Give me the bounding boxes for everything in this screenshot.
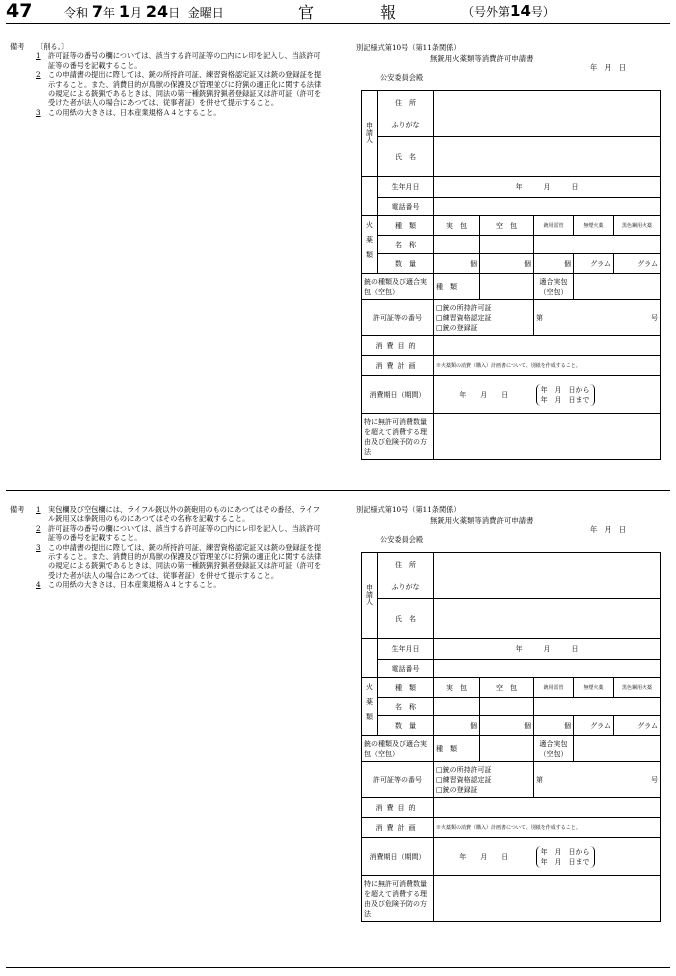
quantity-blank[interactable]: 個 [480,716,534,736]
issue-suffix: 号） [530,5,555,19]
permit-no-label: 許可証等の番号 [362,300,434,336]
explosives-label: 火薬類 [362,678,378,736]
plan-label: 消費計画 [362,818,434,838]
black-powder-label: 黒色鋼用火薬 [614,678,661,698]
period-label: 消費期日（期間） [362,838,434,876]
quantity-gunpowder[interactable]: グラム [574,716,614,736]
quantity-black[interactable]: グラム [614,254,661,274]
gun-kind-field[interactable] [480,274,534,300]
purpose-field[interactable] [434,336,661,356]
note-item [10,524,322,543]
notes-section-2 [10,505,322,590]
phone-field[interactable] [434,660,661,678]
note-item [10,580,322,589]
permit-options[interactable] [434,762,534,798]
permit-go[interactable]: 号 [574,762,661,798]
address-label: 住 所 [378,91,434,115]
issue-date [64,2,224,21]
permit-dai: 第 [534,300,574,336]
period-to: 年 月 日まで [540,395,590,404]
permit-option[interactable]: □銃の登録証 [436,323,478,332]
live-label: 実 包 [434,678,480,698]
birthdate-label: 生年月日 [378,177,434,198]
permit-option[interactable]: □銃の登録証 [436,785,478,794]
item-name-other[interactable] [534,698,661,716]
permit-option[interactable]: □練習資格認定証 [436,313,492,322]
permit-no-label: 許可証等の番号 [362,762,434,798]
note-item [10,51,322,70]
detonator-label: 銃用雷管 [534,216,574,236]
issue-num: 14 [510,2,531,20]
note-num: 1 [36,505,41,514]
item-name-label: 名 称 [378,236,434,254]
item-name-other[interactable] [534,236,661,254]
kind-label: 種 類 [378,216,434,236]
note-item [10,505,322,524]
birthdate-label: 生年月日 [378,639,434,660]
applicant-label: 申請人 [362,91,378,177]
permit-option[interactable]: □練習資格認定証 [436,775,492,784]
fitting-label: 適合実包（空包） [534,274,574,300]
period-range[interactable] [534,838,661,876]
era: 令和 [64,6,89,20]
permit-option[interactable]: □銃の所持許可証 [436,303,492,312]
purpose-field[interactable] [434,798,661,818]
phone-label: 電話番号 [378,660,434,678]
permit-options[interactable] [434,300,534,336]
year-unit: 年 [102,6,115,20]
permit-dai: 第 [534,762,574,798]
gazette-title-2: 報 [380,3,399,22]
plan-label: 消費計画 [362,356,434,376]
phone-field[interactable] [434,198,661,216]
item-name-blank[interactable] [480,236,534,254]
item-name-live[interactable] [434,236,480,254]
address-field[interactable] [434,553,661,577]
issue-prefix: （号外第 [462,5,511,19]
header-rule [6,23,670,24]
note-text: この申請書の提出に際しては、銃の所持許可証、練習資格認定証又は銃の登録証を提示すること。また、消費目的が鳥獣の保護及び管理並びに狩猟の適正化に関する法律の規定による銃猟であるときは、同法の第一種銃猟狩猟者登録証又は許可証（許可を受けた者が法人の場合にあつては、従事者証）を併せて提示すること。 [48,70,322,108]
notes-section-1 [10,42,322,117]
quantity-live[interactable]: 個 [434,716,480,736]
phone-label: 電話番号 [378,198,434,216]
purpose-label: 消費目的 [362,798,434,818]
note-text: 許可証等の番号の欄については、該当する許可証等の□内にレ印を記入し、当該許可証等の番号を記載すること。 [48,523,321,543]
note-text: この申請書の提出に際しては、銃の所持許可証、練習資格認定証又は銃の登録証を提示すること。また、消費目的が鳥獣の保護及び管理並びに狩猟の適正化に関する法律の規定による銃猟であるときは、同法の第一種銃猟狩猟者登録証又は許可証（許可を受けた者が法人の場合にあつては、従事者証）を併せて提示すること。 [48,542,322,580]
application-form-2 [361,552,661,922]
note-text: 実包欄及び空包欄には、ライフル銃以外の銃砲用のものにあつてはその番径、ライフル銃用又は拳銃用のものにあつてはその名称を記載すること。 [48,505,320,524]
month: 1 [118,2,130,21]
note-num: 3 [36,107,41,117]
period-date[interactable]: 年 月 日 [434,838,534,876]
gun-kind-field[interactable] [480,736,534,762]
note-num: 2 [36,70,41,80]
notes-deleted: 〔削る。〕 [36,42,69,51]
permit-go[interactable]: 号 [574,300,661,336]
period-from: 年 月 日から [540,847,590,856]
furigana-field[interactable] [434,115,661,137]
address-field[interactable] [434,91,661,115]
reason-field[interactable] [434,414,661,460]
month-unit: 月 [129,6,142,20]
gun-kind-sub: 種 類 [434,736,480,762]
live-label: 実 包 [434,216,480,236]
detonator-label: 銃用雷管 [534,678,574,698]
quantity-label: 数 量 [378,716,434,736]
item-name-blank[interactable] [480,698,534,716]
note-text: この用紙の大きさは、日本産業規格Ａ４とすること。 [48,107,221,117]
plan-note[interactable]: ※火薬類の消費（購入）計画書について、別紙を作成すること。 [434,818,661,838]
period-date[interactable]: 年 月 日 [434,376,534,414]
fitting-field[interactable] [574,736,661,762]
birthdate-field[interactable]: 年 月 日 [434,177,661,198]
note-num: 3 [36,542,41,552]
period-range[interactable] [534,376,661,414]
kind-label: 種 類 [378,678,434,698]
application-form-1 [361,90,661,460]
furigana-field[interactable] [434,577,661,599]
name-field[interactable] [434,599,661,639]
name-field[interactable] [434,137,661,177]
note-item [10,70,322,108]
address-label: 住 所 [378,553,434,577]
fitting-field[interactable] [574,274,661,300]
gun-kind-sub: 種 類 [434,274,480,300]
note-text: 許可証等の番号の欄については、該当する許可証等の□内にレ印を記入し、当該許可証等の番号を記載すること。 [48,51,321,70]
applicant-label: 申請人 [362,553,378,639]
quantity-blank[interactable]: 個 [480,254,534,274]
form-style: 別記様式第10号（第11条関係） [356,505,461,514]
notes-label: 備考 [10,505,25,514]
birthdate-field[interactable]: 年 月 日 [434,639,661,660]
form-style: 別記様式第10号（第11条関係） [356,43,461,52]
note-num: 1 [36,51,41,61]
gun-kind-label: 銃の種類及び適合実包（空包） [362,274,434,300]
form-date-line: 年 月 日 [590,525,626,534]
furigana-label: ふりがな [378,115,434,137]
quantity-label: 数 量 [378,254,434,274]
furigana-label: ふりがな [378,577,434,599]
quantity-gunpowder[interactable]: グラム [574,254,614,274]
quantity-black[interactable]: グラム [614,716,661,736]
period-from: 年 月 日から [540,385,590,394]
issue-number [462,2,555,20]
item-name-label: 名 称 [378,698,434,716]
gunpowder-label: 無煙火薬 [574,678,614,698]
form-title: 無銃用火薬類等消費許可申請書 [430,516,534,525]
form-addressee: 公安委員会殿 [380,535,424,544]
page-number: 47 [6,0,33,22]
note-item [10,108,322,117]
item-name-live[interactable] [434,698,480,716]
section-rule [6,490,670,491]
year: 7 [91,2,103,21]
name-label: 氏 名 [378,599,434,639]
period-to: 年 月 日まで [540,857,590,866]
notes-label: 備考 [10,42,25,51]
fitting-label: 適合実包（空包） [534,736,574,762]
form-addressee: 公安委員会殿 [380,73,424,82]
reason-field[interactable] [434,876,661,922]
blank-label: 空 包 [480,216,534,236]
day: 24 [145,2,169,21]
plan-note[interactable]: ※火薬類の消費（購入）計画書について、別紙を作成すること。 [434,356,661,376]
period-label: 消費期日（期間） [362,376,434,414]
gunpowder-label: 無煙火薬 [574,216,614,236]
note-text: この用紙の大きさは、日本産業規格Ａ４とすること。 [48,580,221,590]
note-num: 4 [36,580,41,590]
reason-label: 特に無許可消費数量を超えて消費する理由及び危険予防の方法 [362,414,434,460]
name-label: 氏 名 [378,137,434,177]
form-date-line: 年 月 日 [590,63,626,72]
explosives-label: 火薬類 [362,216,378,274]
purpose-label: 消費目的 [362,336,434,356]
day-unit: 日 [168,6,181,20]
note-num: 2 [36,523,41,533]
reason-label: 特に無許可消費数量を超えて消費する理由及び危険予防の方法 [362,876,434,922]
page-header [0,0,676,22]
quantity-detonator[interactable]: 個 [534,716,574,736]
quantity-live[interactable]: 個 [434,254,480,274]
weekday: 金曜日 [187,6,224,20]
quantity-detonator[interactable]: 個 [534,254,574,274]
form-title: 無銃用火薬類等消費許可申請書 [430,54,534,63]
black-powder-label: 黒色鋼用火薬 [614,216,661,236]
note-item [10,543,322,581]
gazette-title-1: 官 [298,3,317,22]
gun-kind-label: 銃の種類及び適合実包（空包） [362,736,434,762]
footer-rule [6,967,670,968]
blank-label: 空 包 [480,678,534,698]
permit-option[interactable]: □銃の所持許可証 [436,765,492,774]
